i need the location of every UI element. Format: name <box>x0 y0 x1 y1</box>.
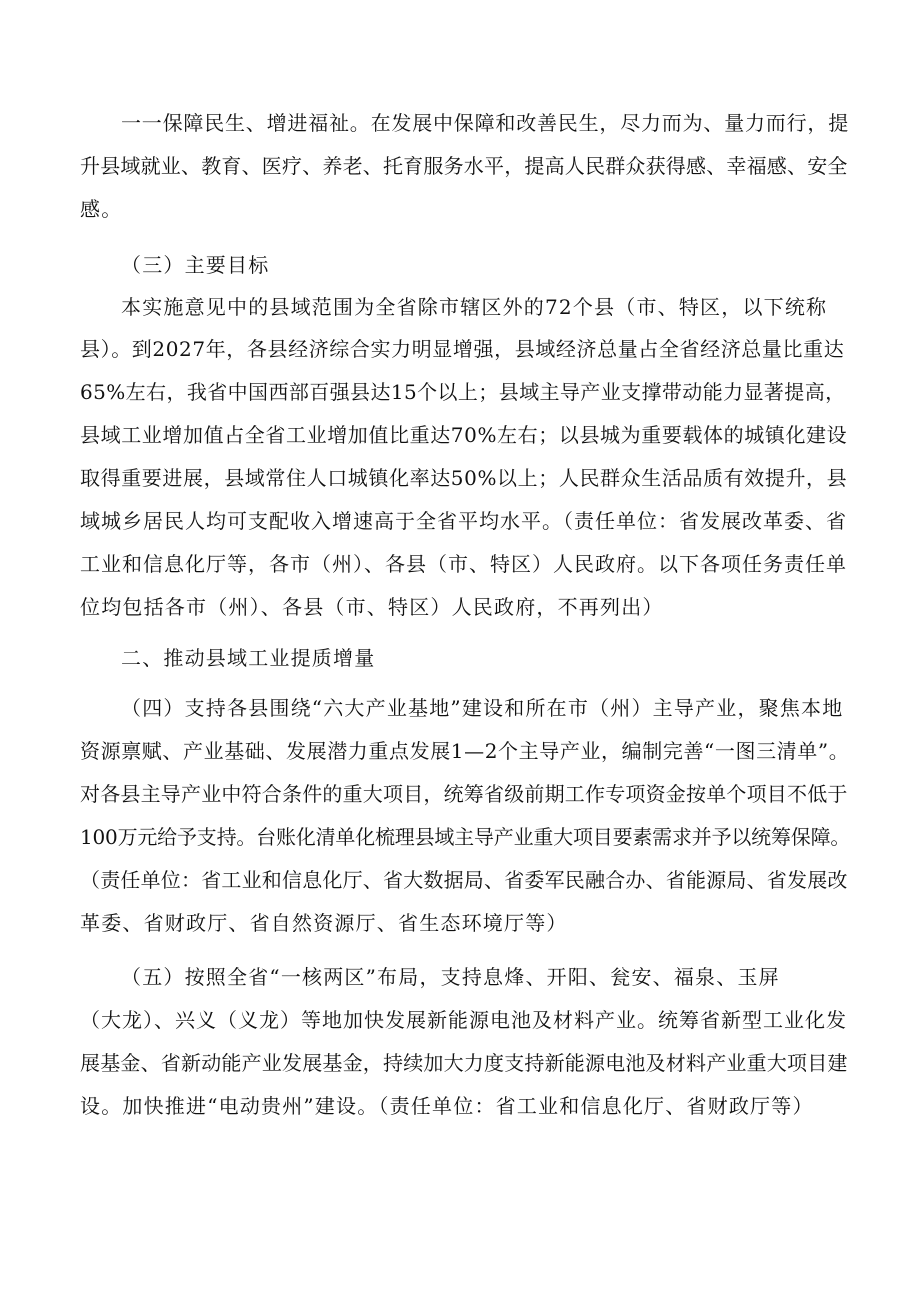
paragraph-5-line-2: （大龙）、兴义（义龙）等地加快发展新能源电池及材料产业。统筹省新型工业化发 <box>80 1008 847 1032</box>
paragraph-5-line-4: 设。加快推进“电动贵州”建设。（责任单位：省工业和信息化厅、省财政厅等） <box>80 1094 814 1118</box>
paragraph-2-line-5: 取得重要进展，县域常住人口城镇化率达50%以上；人民群众生活品质有效提升，县 <box>80 466 848 490</box>
paragraph-2-line-8: 位均包括各市（州）、各县（市、特区）人民政府，不再列出） <box>80 595 664 619</box>
section-heading-3: （三）主要目标 <box>121 253 270 277</box>
section-heading-2: 二、推动县域工业提质增量 <box>121 646 376 670</box>
paragraph-2-line-4: 县域工业增加值占全省工业增加值比重达70%左右；以县城为重要载体的城镇化建设 <box>80 423 848 447</box>
paragraph-1-line-1: 一一保障民生、增进福祉。在发展中保障和改善民生，尽力而为、量力而行，提 <box>121 111 849 135</box>
paragraph-1-line-2: 升县域就业、教育、医疗、养老、托育服务水平，提高人民群众获得感、幸福感、安全 <box>80 154 848 178</box>
paragraph-5-line-1: （五）按照全省“一核两区”布局，支持息烽、开阳、瓮安、福泉、玉屏 <box>121 965 780 989</box>
paragraph-2-line-7: 工业和信息化厅等，各市（州）、各县（市、特区）人民政府。以下各项任务责任单 <box>80 552 847 576</box>
paragraph-2-line-3: 65%左右，我省中国西部百强县达15个以上；县域主导产业支撑带动能力显著提高， <box>80 380 846 404</box>
paragraph-4-line-4: 100万元给予支持。台账化清单化梳理县域主导产业重大项目要素需求并予以统筹保障。 <box>80 825 851 849</box>
paragraph-4-line-2: 资源禀赋、产业基础、发展潜力重点发展1—2个主导产业，编制完善“一图三清单”。 <box>80 739 850 763</box>
paragraph-2-line-6: 域城乡居民人均可支配收入增速高于全省平均水平。（责任单位：省发展改革委、省 <box>80 509 847 533</box>
paragraph-4-line-5: （责任单位：省工业和信息化厅、省大数据局、省委军民融合办、省能源局、省发展改 <box>80 868 848 892</box>
paragraph-4-line-1: （四）支持各县围绕“六大产业基地”建设和所在市（州）主导产业，聚焦本地 <box>121 696 844 720</box>
paragraph-2-line-1: 本实施意见中的县域范围为全省除市辖区外的72个县（市、特区，以下统称 <box>121 295 828 319</box>
paragraph-2-line-2: 县）。到2027年，各县经济综合实力明显增强，县域经济总量占全省经济总量比重达 <box>80 337 845 361</box>
paragraph-1-line-3: 感。 <box>80 197 123 221</box>
paragraph-5-line-3: 展基金、省新动能产业发展基金，持续加大力度支持新能源电池及材料产业重大项目建 <box>80 1051 848 1075</box>
paragraph-4-line-3: 对各县主导产业中符合条件的重大项目，统筹省级前期工作专项资金按单个项目不低于 <box>80 782 848 806</box>
paragraph-4-line-6: 革委、省财政厅、省自然资源厅、省生态环境厅等） <box>80 911 568 935</box>
